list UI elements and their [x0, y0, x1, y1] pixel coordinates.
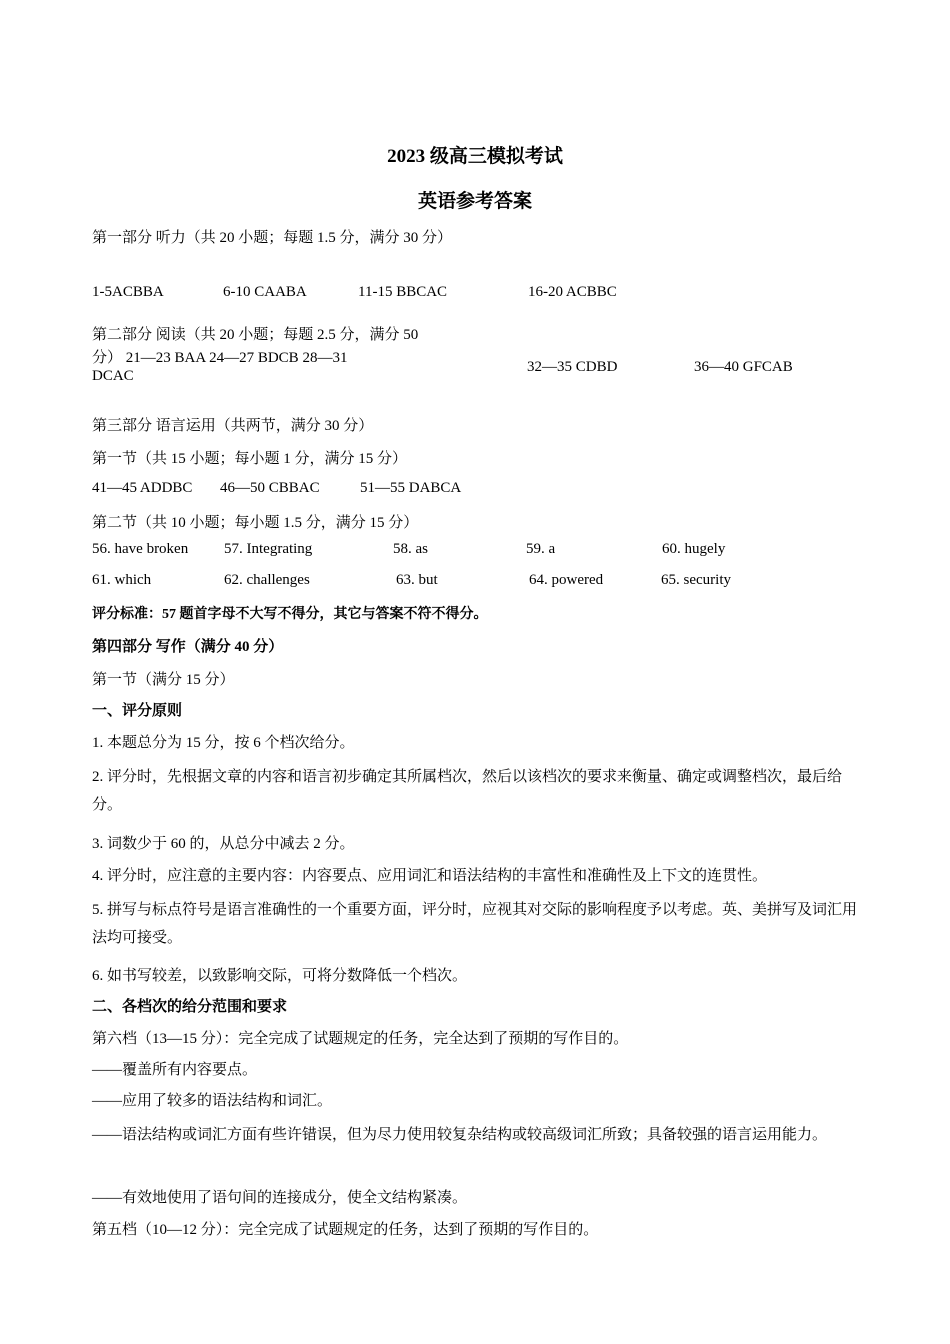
part2-answer-group: 36—40 GFCAB — [694, 359, 793, 375]
part3-section2-answer: 62. challenges — [224, 572, 310, 588]
part3-section2-answer: 60. hugely — [662, 541, 726, 557]
part1-answer-group: 6-10 CAABA — [223, 284, 307, 300]
principle-item: 1. 本题总分为 15 分，按 6 个档次给分。 — [92, 735, 355, 751]
document-title: 2023 级高三模拟考试 — [387, 146, 563, 167]
principle-item: 4. 评分时，应注意的主要内容：内容要点、应用词汇和语法结构的丰富性和准确性及上下文的连贯性。 — [92, 868, 768, 884]
levels-heading: 二、各档次的给分范围和要求 — [92, 999, 288, 1015]
principle-item: 6. 如书写较差，以致影响交际，可将分数降低一个档次。 — [92, 968, 468, 984]
part3-section2-answer: 64. powered — [529, 572, 604, 588]
level5-heading: 第五档（10—12 分）：完全完成了试题规定的任务，达到了预期的写作目的。 — [92, 1222, 599, 1238]
part3-section2-answer: 65. security — [661, 572, 731, 588]
part3-section2-answer: 58. as — [393, 541, 428, 557]
part1-answer-group: 1-5ACBBA — [92, 284, 164, 300]
part3-section1-answer: 51—55 DABCA — [360, 480, 462, 496]
part3-section2-answer: 59. a — [526, 541, 556, 557]
part3-heading: 第三部分 语言运用（共两节，满分 30 分） — [92, 418, 374, 434]
part2-heading-line1: 第二部分 阅读（共 20 小题；每题 2.5 分，满分 50 — [92, 327, 419, 343]
part2-heading-line3: DCAC — [92, 368, 134, 384]
principles-heading: 一、评分原则 — [92, 703, 183, 719]
part1-answer-group: 16-20 ACBBC — [528, 284, 617, 300]
part2-answer-group: 32—35 CDBD — [527, 359, 618, 375]
principle-item: 3. 词数少于 60 的，从总分中减去 2 分。 — [92, 836, 355, 852]
level6-item: ——覆盖所有内容要点。 — [92, 1062, 258, 1078]
level6-item: ——有效地使用了语句间的连接成分，使全文结构紧凑。 — [92, 1190, 468, 1206]
part3-section1-answer: 46—50 CBBAC — [220, 480, 320, 496]
part3-section2-answer: 56. have broken — [92, 541, 189, 557]
level6-item: ——语法结构或词汇方面有些许错误，但为尽力使用较复杂结构或较高级词汇所致；具备较强的语言运用能力。 — [92, 1127, 828, 1143]
part1-heading: 第一部分 听力（共 20 小题；每题 1.5 分，满分 30 分） — [92, 230, 453, 246]
scoring-note: 评分标准：57 题首字母不大写不得分，其它与答案不符不得分。 — [92, 607, 488, 622]
part3-section2-heading: 第二节（共 10 小题；每小题 1.5 分，满分 15 分） — [92, 515, 419, 531]
part3-section1-heading: 第一节（共 15 小题；每小题 1 分，满分 15 分） — [92, 451, 408, 467]
part3-section2-answer: 63. but — [396, 572, 438, 588]
level6-heading: 第六档（13—15 分）：完全完成了试题规定的任务，完全达到了预期的写作目的。 — [92, 1031, 629, 1047]
part3-section2-answer: 57. Integrating — [224, 541, 313, 557]
principle-item: 2. 评分时，先根据文章的内容和语言初步确定其所属档次，然后以该档次的要求来衡量、确定或调整档次，最后给分。 — [92, 769, 843, 813]
part3-section1-answer: 41—45 ADDBC — [92, 480, 193, 496]
part2-heading-line2: 分） 21—23 BAA 24—27 BDCB 28—31 — [92, 350, 348, 366]
level6-item: ——应用了较多的语法结构和词汇。 — [92, 1093, 333, 1109]
principle-item: 5. 拼写与标点符号是语言准确性的一个重要方面，评分时，应视其对交际的影响程度予以考虑。英、美拼写及词汇用法均可接受。 — [92, 902, 858, 946]
part4-heading: 第四部分 写作（满分 40 分） — [92, 639, 284, 655]
part1-answer-group: 11-15 BBCAC — [358, 284, 448, 300]
part4-section1-heading: 第一节（满分 15 分） — [92, 672, 235, 688]
document-subtitle: 英语参考答案 — [417, 191, 532, 212]
part3-section2-answer: 61. which — [92, 572, 152, 588]
